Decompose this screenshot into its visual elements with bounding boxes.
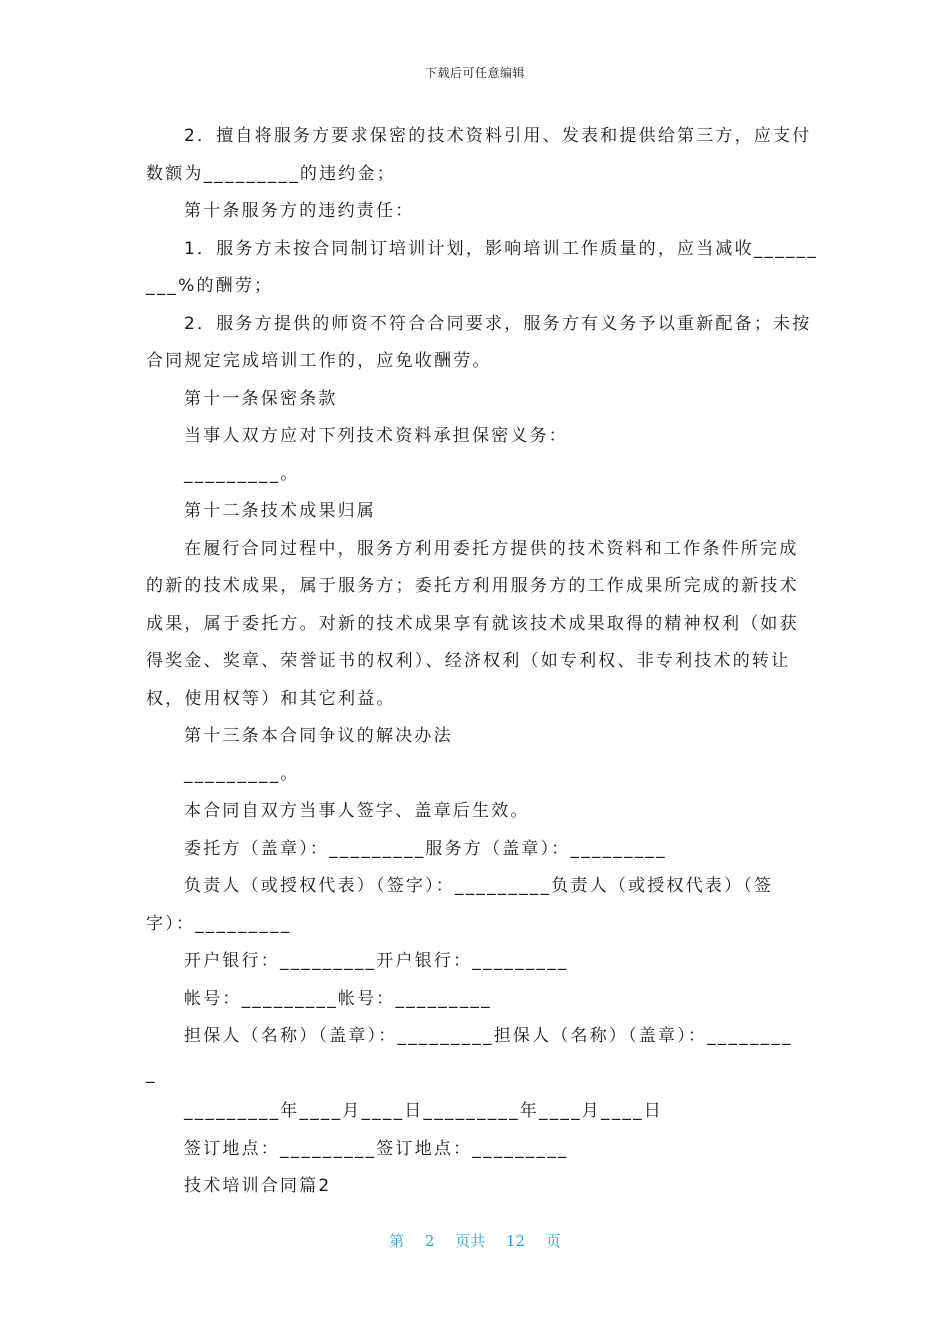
text-line: 得奖金、奖章、荣誉证书的权利）、经济权利（如专利权、非专利技术的转让: [146, 651, 791, 671]
section-heading: 第十二条技术成果归属: [184, 501, 376, 521]
text-line: 合同规定完成培训工作的，应免收酬劳。: [146, 351, 492, 371]
text-line: 权，使用权等）和其它利益。: [146, 688, 396, 709]
section-heading: 第十条服务方的违约责任：: [184, 201, 415, 221]
page-number: 2: [424, 1232, 435, 1250]
date-line: _________年____月____日_________年____月____日: [184, 1101, 663, 1121]
text-line: 本合同自双方当事人签字、盖章后生效。: [184, 801, 530, 821]
signature-line: 签订地点：_________签订地点：_________: [184, 1138, 569, 1159]
text-line: ___%的酬劳；: [146, 276, 274, 296]
text-line: 1．服务方未按合同制订培训计划，影响培训工作质量的，应当减收______: [184, 238, 819, 259]
signature-line: 委托方（盖章）：_________服务方（盖章）：_________: [184, 838, 667, 859]
text-line: 在履行合同过程中，服务方利用委托方提供的技术资料和工作条件所完成: [184, 538, 799, 559]
signature-line: 字）：_________: [146, 913, 292, 934]
blank-field-line: _________。: [184, 463, 300, 484]
total-pages: 12: [506, 1232, 526, 1250]
text-line: 2．擅自将服务方要求保密的技术资料引用、发表和提供给第三方，应支付: [184, 126, 812, 146]
section-heading: 第十三条本合同争议的解决办法: [184, 726, 453, 746]
text-line: 成果，属于委托方。对新的技术成果享有就该技术成果取得的精神权利（如获: [146, 613, 799, 634]
blank-field-line: _________。: [184, 763, 300, 784]
section-heading: 技术培训合同篇2: [184, 1176, 332, 1196]
text-line: 当事人双方应对下列技术资料承担保密义务：: [184, 426, 568, 446]
signature-line: _: [146, 1063, 157, 1084]
total-suffix: 页: [545, 1232, 561, 1250]
document-body: [146, 118, 819, 1206]
signature-line: 帐号：_________帐号：_________: [184, 988, 492, 1009]
page-suffix: 页共: [455, 1232, 486, 1250]
page-footer: [0, 1230, 950, 1251]
page-header: 下载后可任意编辑: [424, 66, 525, 80]
text-line: 2．服务方提供的师资不符合合同要求，服务方有义务予以重新配备；未按: [184, 313, 812, 334]
page-label: 第: [389, 1232, 405, 1250]
text-line: 数额为_________的违约金；: [146, 163, 396, 184]
signature-line: 开户银行：_________开户银行：_________: [184, 951, 569, 971]
signature-line: 担保人（名称）（盖章）：_________担保人（名称）（盖章）：________: [184, 1026, 793, 1046]
text-line: 的新的技术成果，属于服务方；委托方利用服务方的工作成果所完成的新技术: [146, 576, 799, 596]
section-heading: 第十一条保密条款: [184, 388, 338, 409]
signature-line: 负责人（或授权代表）（签字）：_________负责人（或授权代表）（签: [184, 876, 774, 896]
